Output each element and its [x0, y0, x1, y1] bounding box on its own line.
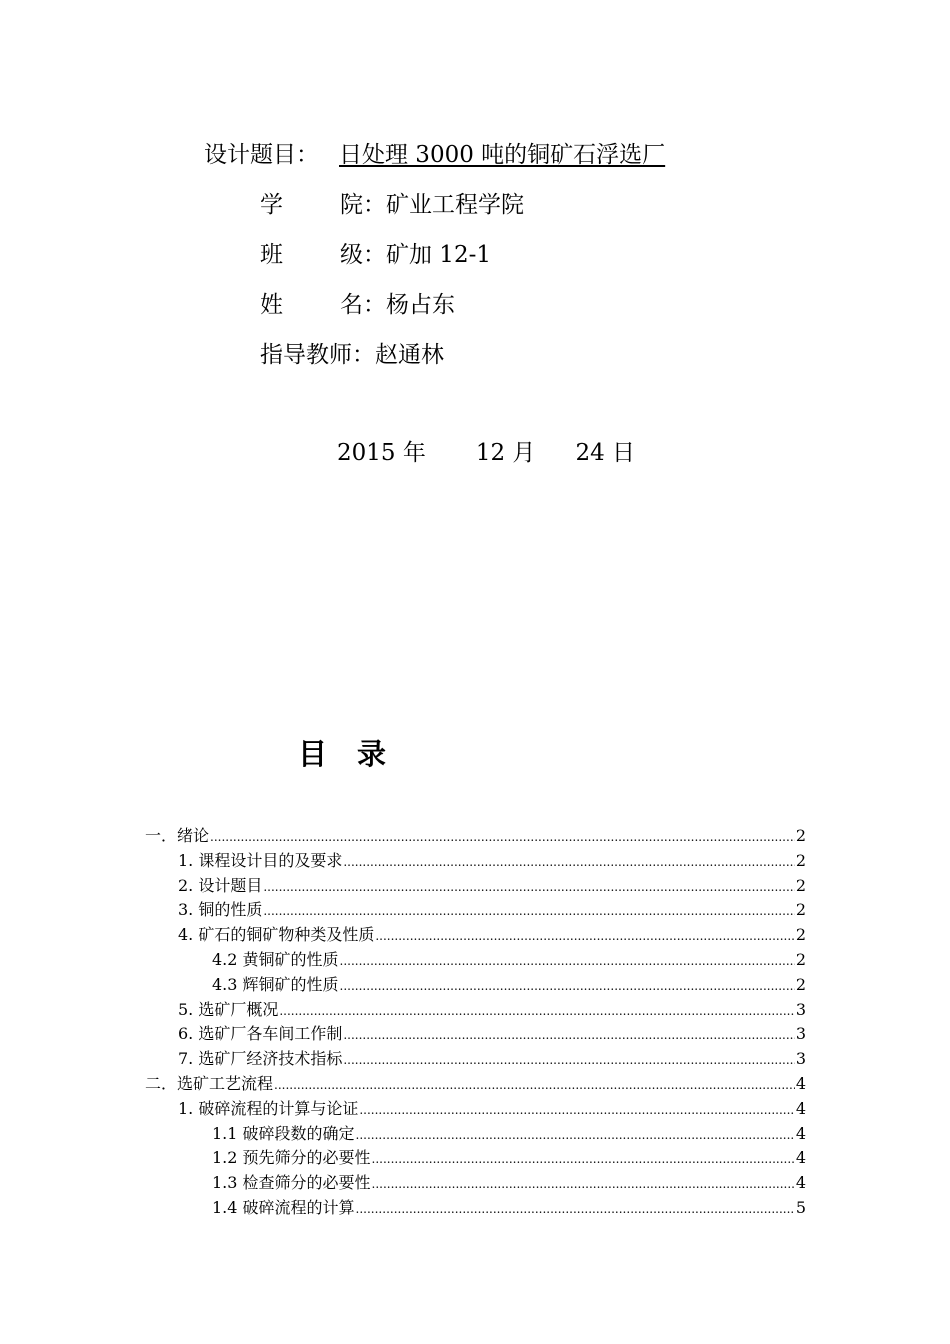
class-label — [260, 236, 386, 269]
toc-entry[interactable] — [212, 1122, 806, 1146]
toc-entry-title: 1.3 检查筛分的必要性 — [212, 1173, 371, 1193]
toc-entry-page-number: 3 — [795, 1049, 806, 1069]
date-year: 2015 年 — [337, 440, 426, 466]
toc-entry[interactable] — [178, 1047, 806, 1071]
class-label-char: 班 — [260, 242, 283, 268]
toc-dot-leader — [263, 875, 794, 899]
toc-entry-title: 3. 铜的性质 — [178, 900, 263, 920]
toc-entry[interactable] — [212, 1196, 806, 1220]
design-title-label: 设计题目： — [204, 142, 319, 168]
toc-heading-char: 目 — [298, 737, 328, 771]
toc-entry-title: 2. 设计题目 — [178, 875, 263, 895]
college-label-char: 学 — [260, 192, 283, 218]
toc-entry-title: 1.4 破碎流程的计算 — [212, 1198, 355, 1217]
toc-entry-title: 4. 矿石的铜矿物种类及性质 — [178, 925, 375, 945]
toc-entry-title: 1.2 预先筛分的必要性 — [212, 1148, 371, 1168]
name-label-char: 名： — [340, 292, 386, 318]
name-label-char: 姓 — [260, 292, 283, 318]
toc-entry-page-number: 4 — [795, 1123, 806, 1143]
class-label-char: 级： — [340, 242, 386, 268]
toc-entry-page-number: 2 — [795, 974, 806, 994]
toc-entry-title: 一．绪论 — [145, 826, 210, 845]
toc-entry-page-number: 2 — [795, 850, 806, 870]
toc-dot-leader — [340, 949, 795, 973]
toc-entry[interactable] — [178, 874, 806, 898]
toc-entry[interactable] — [178, 998, 806, 1022]
advisor-value: 赵通林 — [375, 342, 444, 368]
toc-entry-title: 1. 破碎流程的计算与论证 — [178, 1098, 359, 1118]
toc-entry-title: 6. 选矿厂各车间工作制 — [178, 1024, 343, 1044]
college-label-char: 院： — [340, 192, 386, 218]
toc-entry-title: 7. 选矿厂经济技术指标 — [178, 1049, 343, 1069]
toc-entry[interactable] — [178, 898, 806, 922]
toc-heading-char: 录 — [357, 737, 387, 771]
toc-dot-leader — [263, 899, 794, 923]
toc-entry-title: 4.2 黄铜矿的性质 — [212, 950, 339, 969]
date-day: 24 日 — [575, 440, 636, 466]
advisor-label: 指导教师： — [260, 342, 375, 368]
toc-entry[interactable] — [212, 1146, 806, 1170]
toc-entry-page-number: 2 — [795, 826, 806, 845]
toc-dot-leader — [274, 1073, 795, 1097]
toc-heading — [298, 732, 386, 773]
toc-entry[interactable] — [178, 849, 806, 873]
toc-dot-leader — [210, 825, 795, 849]
toc-entry-title: 1.1 破碎段数的确定 — [212, 1123, 355, 1143]
toc-entry[interactable] — [178, 1097, 806, 1121]
toc-entry[interactable] — [178, 923, 806, 947]
name-row — [260, 286, 455, 319]
toc-entry-title: 4.3 辉铜矿的性质 — [212, 974, 339, 994]
toc-entry[interactable] — [212, 973, 806, 997]
toc-dot-leader — [372, 1172, 795, 1196]
toc-entry-title: 1. 课程设计目的及要求 — [178, 850, 343, 870]
toc-entry-page-number: 2 — [795, 925, 806, 945]
toc-entry-page-number: 3 — [795, 1024, 806, 1044]
toc-dot-leader — [372, 1147, 795, 1171]
toc-dot-leader — [375, 924, 794, 948]
toc-dot-leader — [359, 1098, 794, 1122]
toc-entry[interactable] — [145, 1072, 806, 1096]
toc-entry-page-number: 4 — [795, 1098, 806, 1118]
toc-entry-page-number: 4 — [795, 1148, 806, 1168]
toc-entry[interactable] — [145, 824, 806, 848]
toc-entry[interactable] — [212, 1171, 806, 1195]
name-value: 杨占东 — [386, 292, 455, 318]
toc-entry-page-number: 4 — [795, 1173, 806, 1193]
toc-entry-page-number: 2 — [795, 900, 806, 920]
toc-dot-leader — [340, 974, 795, 998]
design-title-value: 日处理 3000 吨的铜矿石浮选厂 — [339, 142, 666, 168]
toc-entry-page-number: 3 — [795, 999, 806, 1019]
toc-dot-leader — [343, 1023, 794, 1047]
toc-dot-leader — [356, 1123, 795, 1147]
toc-entry[interactable] — [212, 948, 806, 972]
toc-dot-leader — [343, 850, 794, 874]
toc-entry-title: 5. 选矿厂概况 — [178, 999, 279, 1019]
toc-entry-page-number: 2 — [795, 950, 806, 969]
date-month: 12 月 — [475, 440, 536, 466]
toc-dot-leader — [343, 1048, 794, 1072]
class-row — [260, 236, 491, 269]
toc-dot-leader — [279, 999, 794, 1023]
toc-entry-title: 二．选矿工艺流程 — [145, 1074, 274, 1093]
class-value: 矿加 12-1 — [386, 242, 491, 268]
toc-dot-leader — [356, 1197, 795, 1221]
toc-entry-page-number: 5 — [795, 1198, 806, 1217]
design-title-row — [204, 136, 665, 169]
date-row — [337, 434, 635, 467]
name-label — [260, 286, 386, 319]
toc-entry-page-number: 4 — [795, 1074, 806, 1093]
toc-entry[interactable] — [178, 1022, 806, 1046]
college-row — [260, 186, 524, 219]
toc-entry-page-number: 2 — [795, 875, 806, 895]
college-value: 矿业工程学院 — [386, 192, 524, 218]
college-label — [260, 186, 386, 219]
advisor-row — [260, 336, 444, 369]
